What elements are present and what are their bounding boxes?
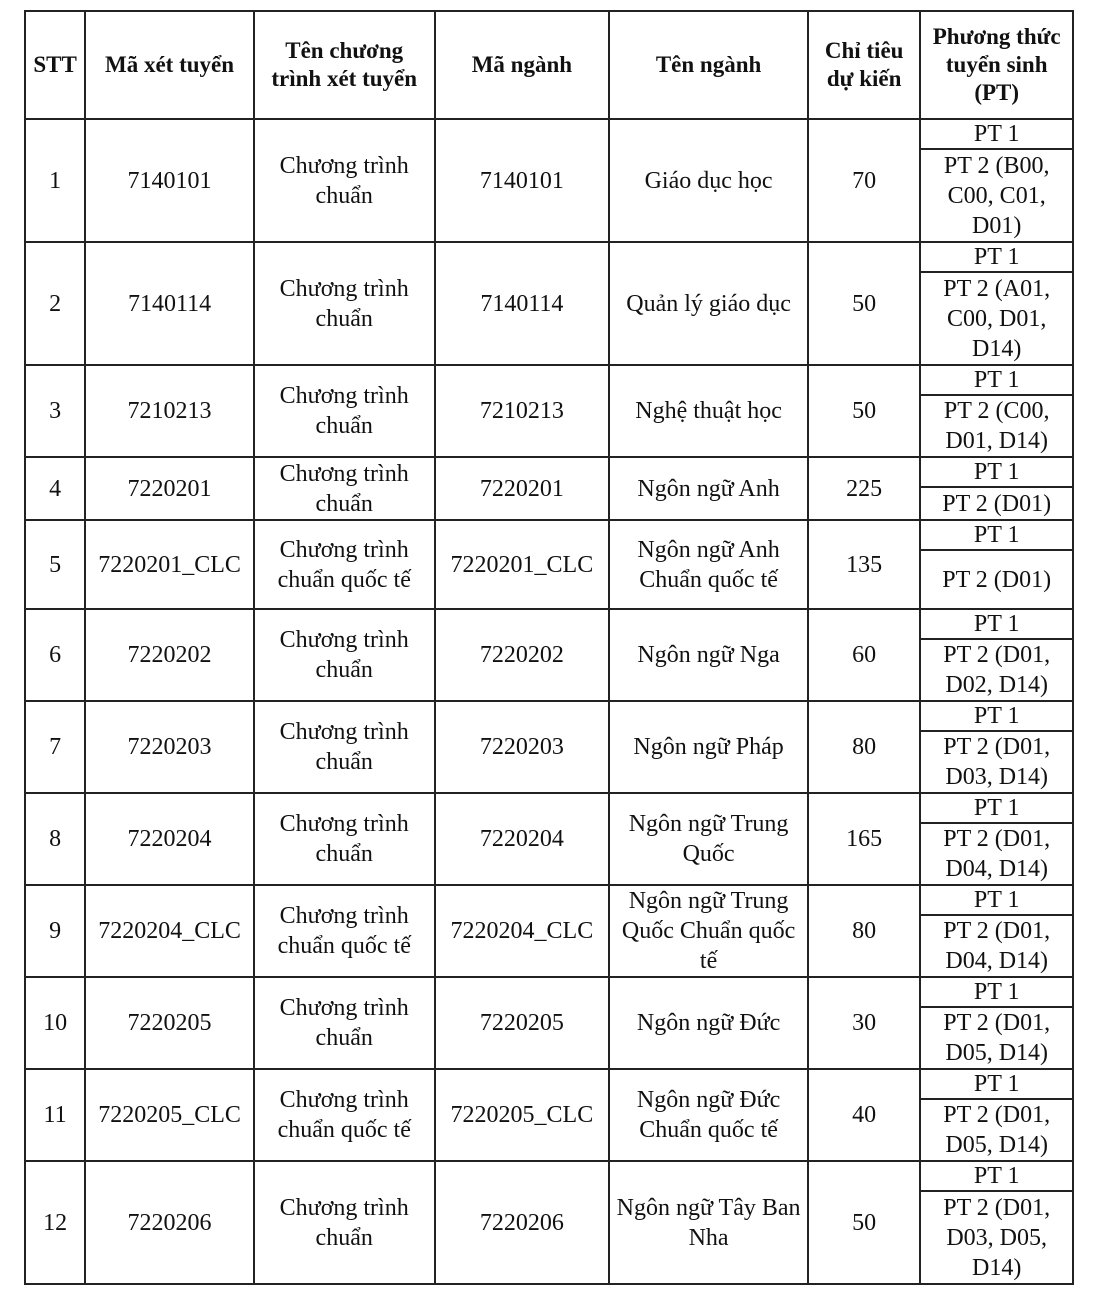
- cell-pt2: PT 2 (D01, D03, D14): [920, 731, 1073, 793]
- cell-chuong-trinh: Chương trình chuẩn: [254, 457, 435, 520]
- cell-pt1: PT 1: [920, 793, 1073, 823]
- cell-stt: 12: [25, 1161, 85, 1284]
- cell-ma-nganh: 7220201_CLC: [435, 520, 610, 609]
- cell-ma-xet-tuyen: 7220202: [85, 609, 254, 701]
- table-row: [25, 520, 1073, 550]
- cell-chuong-trinh: Chương trình chuẩn: [254, 242, 435, 365]
- cell-chi-tieu: 80: [808, 885, 920, 977]
- cell-pt1: PT 1: [920, 1161, 1073, 1191]
- cell-stt: 9: [25, 885, 85, 977]
- cell-chi-tieu: 40: [808, 1069, 920, 1161]
- cell-ma-xet-tuyen: 7140114: [85, 242, 254, 365]
- table-row: [25, 365, 1073, 395]
- cell-ten-nganh: Ngôn ngữ Trung Quốc Chuẩn quốc tế: [609, 885, 808, 977]
- table-row: [25, 1161, 1073, 1191]
- table-row: [25, 457, 1073, 487]
- cell-chi-tieu: 50: [808, 1161, 920, 1284]
- cell-pt2: PT 2 (D01, D04, D14): [920, 823, 1073, 885]
- cell-pt2: PT 2 (A01, C00, D01, D14): [920, 272, 1073, 365]
- cell-ma-nganh: 7220204_CLC: [435, 885, 610, 977]
- cell-pt1: PT 1: [920, 609, 1073, 639]
- cell-ma-xet-tuyen: 7220205: [85, 977, 254, 1069]
- cell-ma-nganh: 7220205: [435, 977, 610, 1069]
- cell-ma-xet-tuyen: 7140101: [85, 119, 254, 242]
- cell-chi-tieu: 165: [808, 793, 920, 885]
- cell-chi-tieu: 50: [808, 365, 920, 457]
- cell-ma-nganh: 7220206: [435, 1161, 610, 1284]
- header-ma-nganh: Mã ngành: [435, 11, 610, 119]
- cell-ma-nganh: 7220201: [435, 457, 610, 520]
- cell-chuong-trinh: Chương trình chuẩn: [254, 1161, 435, 1284]
- header-ma-xet-tuyen: Mã xét tuyển: [85, 11, 254, 119]
- cell-ma-nganh: 7220203: [435, 701, 610, 793]
- cell-pt2: PT 2 (D01): [920, 487, 1073, 520]
- cell-chuong-trinh: Chương trình chuẩn: [254, 609, 435, 701]
- cell-stt: 4: [25, 457, 85, 520]
- cell-pt1: PT 1: [920, 365, 1073, 395]
- cell-pt2: PT 2 (B00, C00, C01, D01): [920, 149, 1073, 242]
- cell-chuong-trinh: Chương trình chuẩn: [254, 793, 435, 885]
- cell-pt1: PT 1: [920, 457, 1073, 487]
- cell-ma-xet-tuyen: 7220205_CLC: [85, 1069, 254, 1161]
- cell-ma-nganh: 7140114: [435, 242, 610, 365]
- table-row: [25, 1069, 1073, 1099]
- cell-ma-xet-tuyen: 7220206: [85, 1161, 254, 1284]
- cell-ma-xet-tuyen: 7220201: [85, 457, 254, 520]
- cell-ma-xet-tuyen: 7210213: [85, 365, 254, 457]
- cell-pt2: PT 2 (D01, D04, D14): [920, 915, 1073, 977]
- cell-pt2: PT 2 (C00, D01, D14): [920, 395, 1073, 457]
- header-ten-chuong-trinh: Tên chương trình xét tuyển: [254, 11, 435, 119]
- cell-ma-nganh: 7220204: [435, 793, 610, 885]
- cell-chi-tieu: 225: [808, 457, 920, 520]
- cell-ten-nganh: Ngôn ngữ Trung Quốc: [609, 793, 808, 885]
- cell-pt1: PT 1: [920, 520, 1073, 550]
- cell-stt: 3: [25, 365, 85, 457]
- cell-chuong-trinh: Chương trình chuẩn: [254, 977, 435, 1069]
- header-chi-tieu: Chỉ tiêu dự kiến: [808, 11, 920, 119]
- cell-stt: 2: [25, 242, 85, 365]
- cell-ma-xet-tuyen: 7220201_CLC: [85, 520, 254, 609]
- cell-ma-nganh: 7220205_CLC: [435, 1069, 610, 1161]
- cell-stt: 1: [25, 119, 85, 242]
- cell-pt2: PT 2 (D01, D03, D05, D14): [920, 1191, 1073, 1284]
- cell-chuong-trinh: Chương trình chuẩn quốc tế: [254, 1069, 435, 1161]
- header-stt: STT: [25, 11, 85, 119]
- header-ten-nganh: Tên ngành: [609, 11, 808, 119]
- cell-pt2: PT 2 (D01, D05, D14): [920, 1007, 1073, 1069]
- cell-pt1: PT 1: [920, 977, 1073, 1007]
- table-row: [25, 885, 1073, 915]
- cell-pt1: PT 1: [920, 701, 1073, 731]
- cell-ten-nganh: Ngôn ngữ Đức: [609, 977, 808, 1069]
- cell-chi-tieu: 80: [808, 701, 920, 793]
- cell-chuong-trinh: Chương trình chuẩn: [254, 119, 435, 242]
- table-row: [25, 977, 1073, 1007]
- cell-pt2: PT 2 (D01): [920, 550, 1073, 609]
- header-phuong-thuc: Phương thức tuyển sinh (PT): [920, 11, 1073, 119]
- cell-chuong-trinh: Chương trình chuẩn: [254, 365, 435, 457]
- cell-chi-tieu: 60: [808, 609, 920, 701]
- cell-ten-nganh: Ngôn ngữ Pháp: [609, 701, 808, 793]
- cell-stt: 11: [25, 1069, 85, 1161]
- cell-pt1: PT 1: [920, 119, 1073, 149]
- cell-ten-nganh: Quản lý giáo dục: [609, 242, 808, 365]
- cell-ten-nganh: Giáo dục học: [609, 119, 808, 242]
- cell-pt1: PT 1: [920, 242, 1073, 272]
- cell-pt1: PT 1: [920, 1069, 1073, 1099]
- cell-ten-nganh: Ngôn ngữ Đức Chuẩn quốc tế: [609, 1069, 808, 1161]
- cell-ma-xet-tuyen: 7220204_CLC: [85, 885, 254, 977]
- cell-stt: 7: [25, 701, 85, 793]
- cell-chuong-trinh: Chương trình chuẩn quốc tế: [254, 885, 435, 977]
- cell-chi-tieu: 30: [808, 977, 920, 1069]
- cell-chi-tieu: 135: [808, 520, 920, 609]
- cell-stt: 6: [25, 609, 85, 701]
- table-row: [25, 609, 1073, 639]
- table-row: [25, 701, 1073, 731]
- cell-ma-xet-tuyen: 7220203: [85, 701, 254, 793]
- cell-stt: 8: [25, 793, 85, 885]
- cell-ten-nganh: Ngôn ngữ Tây Ban Nha: [609, 1161, 808, 1284]
- cell-pt2: PT 2 (D01, D05, D14): [920, 1099, 1073, 1161]
- header-row: [25, 11, 1073, 119]
- cell-ten-nganh: Ngôn ngữ Anh Chuẩn quốc tế: [609, 520, 808, 609]
- cell-ten-nganh: Ngôn ngữ Anh: [609, 457, 808, 520]
- cell-ten-nganh: Nghệ thuật học: [609, 365, 808, 457]
- cell-chi-tieu: 50: [808, 242, 920, 365]
- cell-pt2: PT 2 (D01, D02, D14): [920, 639, 1073, 701]
- cell-stt: 10: [25, 977, 85, 1069]
- cell-ma-xet-tuyen: 7220204: [85, 793, 254, 885]
- cell-stt: 5: [25, 520, 85, 609]
- admissions-table: [24, 10, 1074, 1285]
- cell-chuong-trinh: Chương trình chuẩn: [254, 701, 435, 793]
- cell-chi-tieu: 70: [808, 119, 920, 242]
- cell-ma-nganh: 7210213: [435, 365, 610, 457]
- cell-chuong-trinh: Chương trình chuẩn quốc tế: [254, 520, 435, 609]
- cell-pt1: PT 1: [920, 885, 1073, 915]
- table-row: [25, 793, 1073, 823]
- cell-ten-nganh: Ngôn ngữ Nga: [609, 609, 808, 701]
- cell-ma-nganh: 7220202: [435, 609, 610, 701]
- table-row: [25, 119, 1073, 149]
- cell-ma-nganh: 7140101: [435, 119, 610, 242]
- table-row: [25, 242, 1073, 272]
